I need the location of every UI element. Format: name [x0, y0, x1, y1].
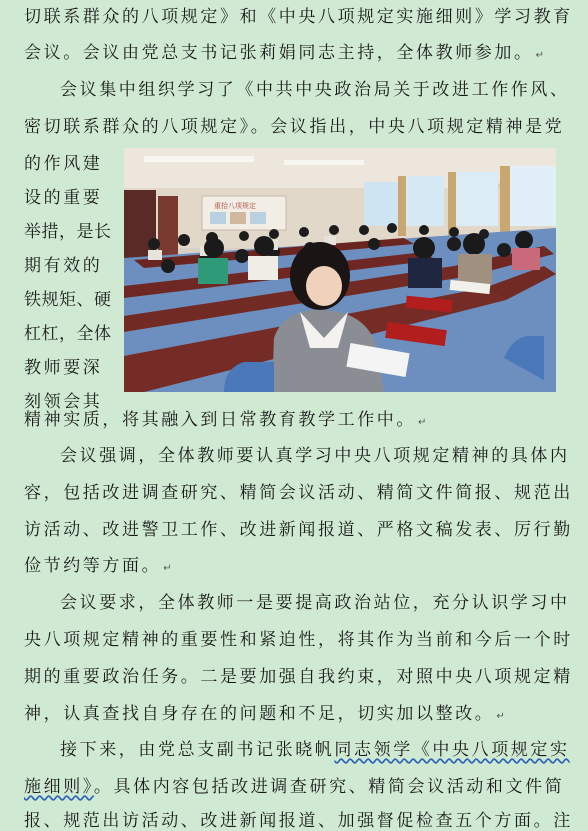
- text-line-1: 切联系群众的八项规定》和《中央八项规定实施细则》学习教育: [24, 7, 573, 27]
- text-line-12: 刻领会其: [24, 392, 103, 412]
- text-line-5: 的作风建: [24, 154, 103, 174]
- text-line-15: 容，包括改进调查研究、精简会议活动、精简文件简报、规范出: [24, 483, 573, 503]
- meeting-photo: [124, 148, 556, 392]
- text-line-9: 铁规矩、硬: [24, 290, 112, 310]
- text-line-2: 会议。会议由党总支书记张莉娟同志主持，全体教师参加。 ↵: [24, 43, 544, 63]
- text-line-13: 精神实质，将其融入到日常教育教学工作中。 ↵: [24, 410, 427, 430]
- text-line-21: 神，认真查找自身存在的问题和不足，切实加以整改。 ↵: [24, 704, 505, 724]
- paragraph-mark: ↵: [163, 563, 172, 574]
- text-line-19: 央八项规定精神的重要性和紧迫性，将其作为当前和今后一个时: [24, 630, 573, 650]
- banner-text: 重拾八项规定: [214, 202, 256, 210]
- document-page: [24, 0, 573, 831]
- text-line-24: 报、规范出访活动、改进新闻报道、加强督促检查五个方面。注: [24, 811, 573, 831]
- spellcheck-underline: 同志领学《中央八项规定实: [334, 740, 570, 760]
- text-line-6: 设的重要: [24, 188, 103, 208]
- text-line-7: 举措，是长: [24, 222, 112, 242]
- text-line-16: 访活动、改进警卫工作、改进新闻报道、严格文稿发表、厉行勤: [24, 520, 573, 540]
- text-line-4: 密切联系群众的八项规定》。会议指出，中央八项规定精神是党: [24, 117, 565, 137]
- text-line-17: 俭节约等方面。 ↵: [24, 556, 172, 576]
- text-line-23: 施细则》。具体内容包括改进调查研究、精简会议活动和文件简: [24, 777, 565, 797]
- paragraph-mark: ↵: [496, 711, 505, 722]
- text-line-14: 会议强调，全体教师要认真学习中央八项规定精神的具体内: [60, 446, 570, 466]
- text-line-10: 杠杠，全体: [24, 324, 112, 344]
- text-line-20: 期的重要政治任务。二是要加强自我约束，对照中央八项规定精: [24, 667, 573, 687]
- text-line-11: 教师要深: [24, 358, 103, 378]
- meeting-photo-illustration: [124, 148, 556, 392]
- text-line-3: 会议集中组织学习了《中共中央政治局关于改进工作作风、: [60, 80, 570, 100]
- text-line-22: 接下来，由党总支副书记张晓帆同志领学《中央八项规定实: [60, 740, 570, 760]
- text-line-18: 会议要求，全体教师一是要提高政治站位，充分认识学习中: [60, 593, 570, 613]
- paragraph-mark: ↵: [535, 50, 544, 61]
- paragraph-mark: ↵: [418, 417, 427, 428]
- text-line-8: 期有效的: [24, 256, 103, 276]
- spellcheck-underline: 施细则》: [24, 777, 94, 797]
